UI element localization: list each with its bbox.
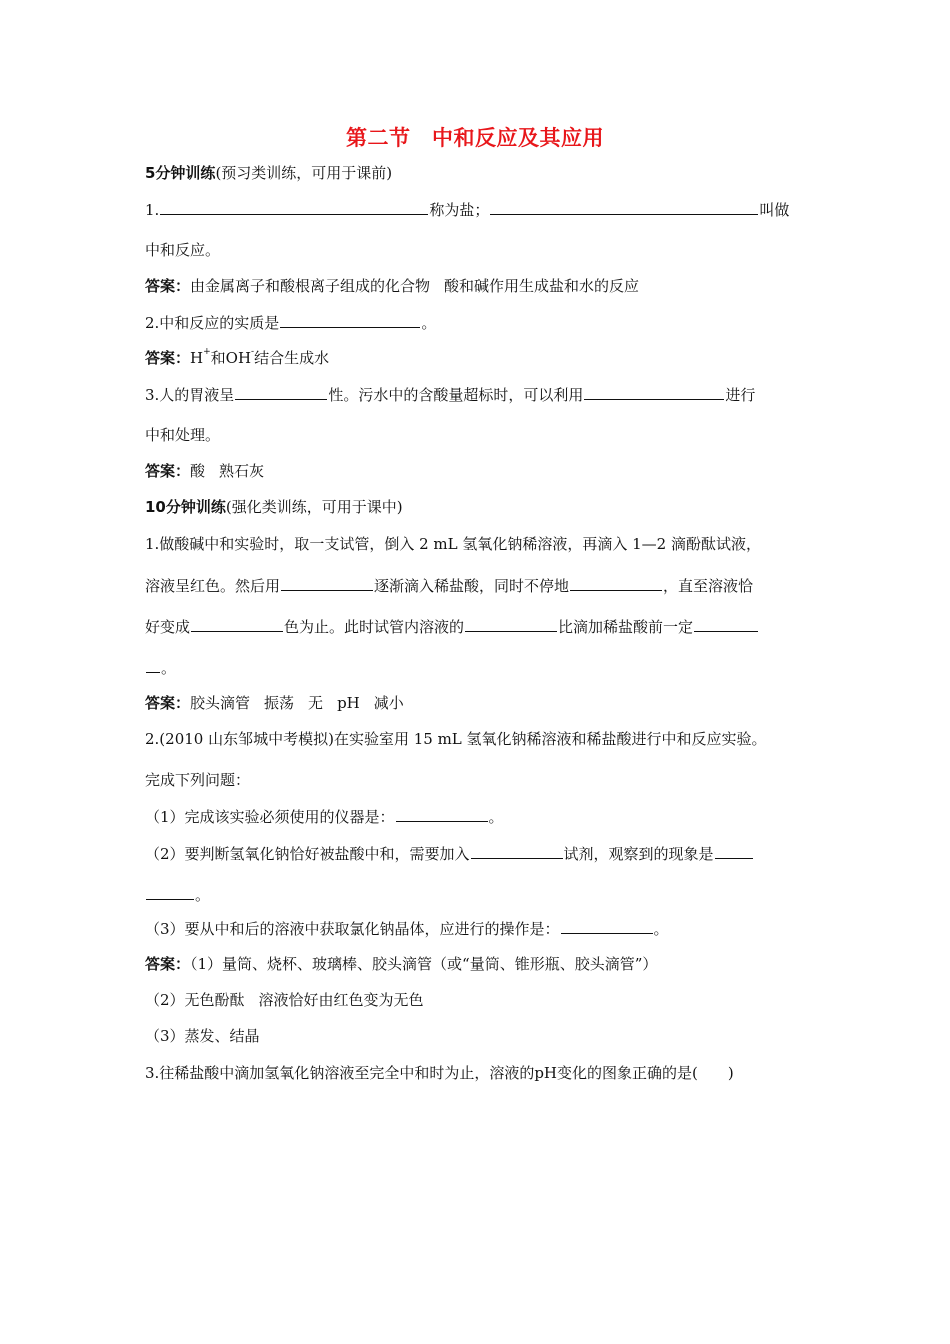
question-text: 。 [653,920,669,938]
question-1 [145,198,825,221]
s2-question-3: 3.往稀盐酸中滴加氢氧化钠溶液至完全中和时为止，溶液的pH变化的图象正确的是( ) [145,1064,734,1082]
answer-blank[interactable] [396,805,488,822]
question-text: 比滴加稀盐酸前一定 [558,618,694,636]
answer-blank[interactable] [160,198,428,215]
s2-question-1-line-1: 1.做酸碱中和实验时，取一支试管，倒入 2 mL 氢氧化钠稀溶液，再滴入 1—2 滴酚酞试液， [145,535,761,553]
s2-question-1-line-2 [145,574,825,597]
answer-text: 和OH [210,349,252,367]
question-2 [145,311,825,334]
question-text: 溶液呈红色。然后用 [145,577,281,595]
s2-question-1-line-3 [145,615,825,638]
question-text: 称为盐； [429,201,490,219]
section-note: (预习类训练，可用于课前) [215,164,393,182]
answer-text: 无 [308,694,324,712]
answer-text: 由金属离子和酸根离子组成的化合物 [190,277,431,295]
s2-question-2-line-2: 完成下列问题： [145,771,251,789]
question-text: 进行 [725,386,756,404]
answer-label: 答案： [145,955,191,973]
answer-text: 减小 [373,694,404,712]
answer-text: （1）量筒、烧杯、玻璃棒、胶头滴管（或“量筒、锥形瓶、胶头滴管”） [190,955,658,973]
s2-question-2-sub-3 [145,917,825,940]
section-label: 10分钟训练 [145,498,226,516]
answer-label: 答案： [145,462,191,480]
question-1-continuation: 中和反应。 [145,241,221,259]
question-text: 2.中和反应的实质是 [145,314,280,332]
answer-text: （2）无色酚酞 [145,991,245,1009]
superscript-minus: - [251,347,255,357]
question-text: （3）要从中和后的溶液中获取氯化钠晶体，应进行的操作是： [145,920,560,938]
s2-question-1-line-4 [145,656,825,679]
answer-blank[interactable] [465,615,557,632]
answer-text: 溶液恰好由红色变为无色 [258,991,424,1009]
answer-text: 熟石灰 [219,462,265,480]
section-header-5min [145,162,825,184]
s2-question-2-sub-2-continuation [145,883,825,906]
answer-text: 振荡 [264,694,295,712]
s2-question-2-sub-1 [145,805,825,828]
section-note: (强化类训练，可用于课中) [225,498,403,516]
answer-text: pH [337,694,360,712]
answer-blank[interactable] [584,383,724,400]
answer-text: 酸 [190,462,206,480]
answer-1 [145,275,825,297]
answer-label: 答案： [145,349,191,367]
answer-2 [145,347,825,369]
section-label: 5分钟训练 [145,164,216,182]
answer-blank[interactable] [235,383,327,400]
answer-blank[interactable] [281,574,373,591]
answer-3 [145,460,825,482]
question-text: 好变成 [145,618,191,636]
question-text: （2）要判断氢氧化钠恰好被盐酸中和，需要加入 [145,845,470,863]
answer-blank[interactable] [694,615,758,632]
answer-blank[interactable] [191,615,283,632]
question-text: 色为止。此时试管内溶液的 [284,618,465,636]
answer-label: 答案： [145,277,191,295]
s2-answer-1 [145,692,825,714]
answer-blank[interactable] [471,842,563,859]
question-text: 逐渐滴入稀盐酸，同时不停地 [374,577,570,595]
s2-answer-2-line-1 [145,953,825,975]
question-text: 性。污水中的含酸量超标时，可以利用 [328,386,584,404]
answer-blank-continuation[interactable] [146,656,160,673]
question-text: 。 [161,659,177,677]
answer-blank[interactable] [490,198,758,215]
answer-text: 结合生成水 [254,349,330,367]
question-text: 。 [421,314,437,332]
answer-blank[interactable] [280,311,420,328]
question-text: 叫做 [759,201,790,219]
question-text: ，直至溶液恰 [663,577,754,595]
answer-blank-continuation[interactable] [146,883,194,900]
s2-answer-2-line-3: （3）蒸发、结晶 [145,1027,260,1045]
answer-blank[interactable] [570,574,662,591]
question-3 [145,383,825,406]
question-text: （1）完成该实验必须使用的仪器是： [145,808,395,826]
answer-blank[interactable] [561,917,653,934]
answer-text: H [190,349,204,367]
question-3-continuation: 中和处理。 [145,426,221,444]
question-number: 1. [145,201,160,219]
section-header-10min [145,496,825,518]
question-text: 试剂，观察到的现象是 [563,845,714,863]
superscript-plus: + [203,347,211,357]
s2-answer-2-line-2 [145,989,825,1011]
s2-question-2-line-1: 2.(2010 山东邹城中考模拟)在实验室用 15 mL 氢氧化钠稀溶液和稀盐酸进行中和反应实验。 [145,730,767,748]
answer-blank[interactable] [715,842,753,859]
answer-text: 胶头滴管 [190,694,251,712]
answer-text: 酸和碱作用生成盐和水的反应 [444,277,640,295]
answer-label: 答案： [145,694,191,712]
question-text: 3.人的胃液呈 [145,386,235,404]
s2-question-2-sub-2 [145,842,825,865]
page-title: 第二节 中和反应及其应用 [346,126,604,150]
question-text: 。 [488,808,504,826]
question-text: 。 [195,886,211,904]
